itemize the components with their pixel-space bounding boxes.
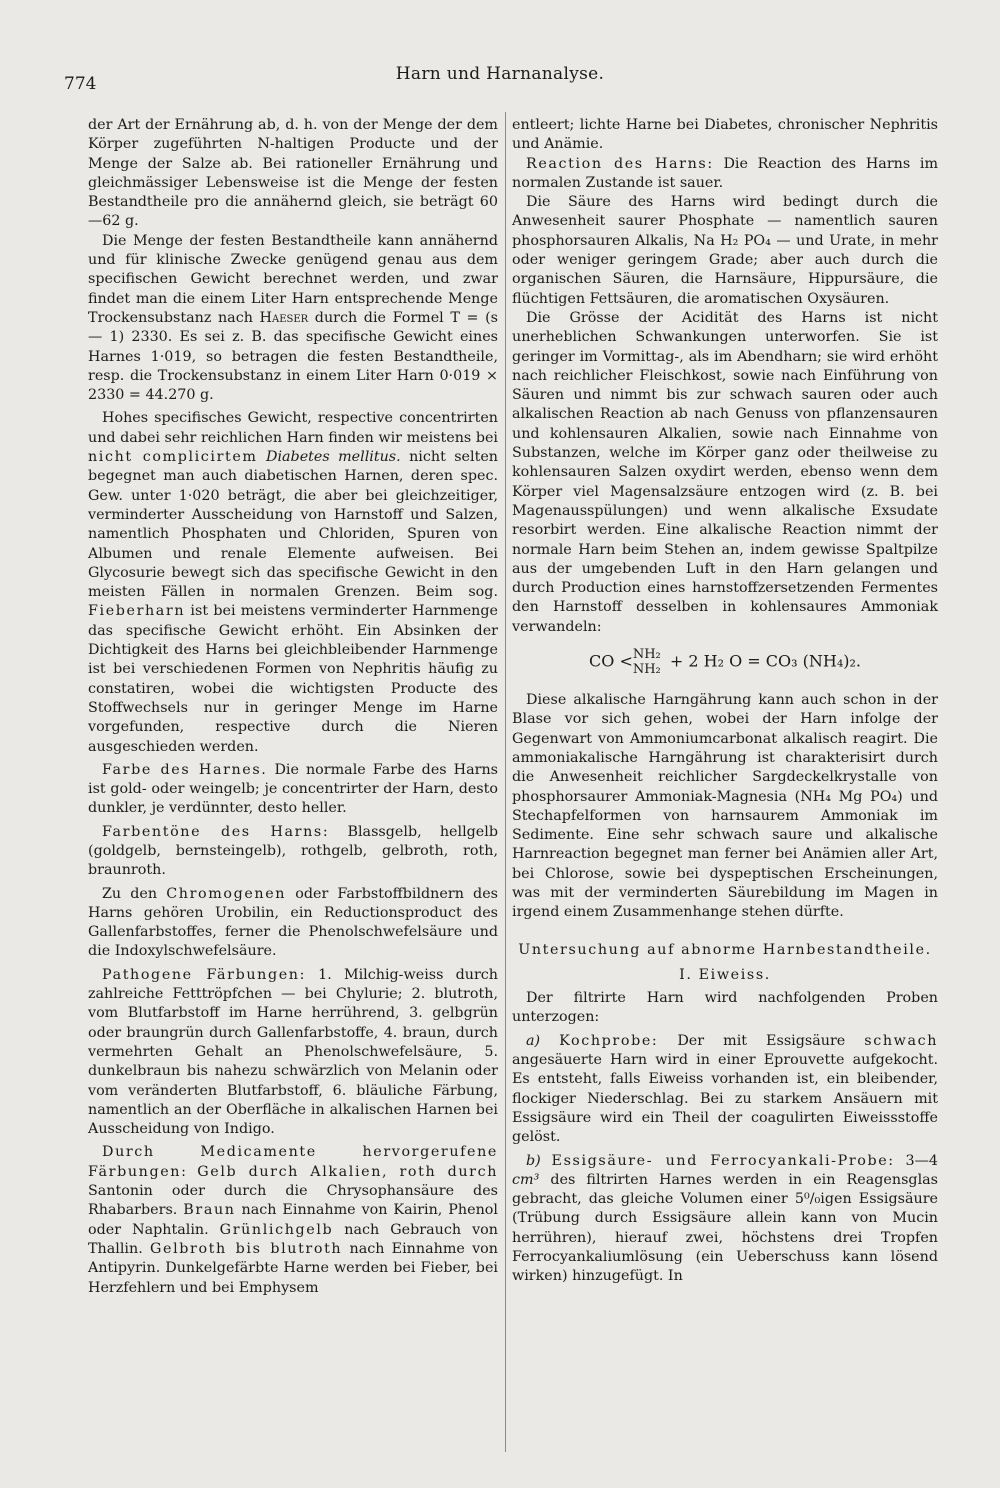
paragraph-chromogene [88,885,498,962]
left-column [88,116,498,1298]
right-column [512,116,938,1287]
item-label: a) [526,1032,541,1049]
text-run: Zu den [102,885,167,902]
unit: cm³ [512,1171,540,1188]
section-heading: Essigsäure- und Ferrocyankali-Probe: [551,1152,895,1169]
section-heading: Kochprobe: [559,1032,659,1049]
text-run: Blassgelb, hellgelb (goldgelb, bernsteingelb), rothgelb, gelbroth, roth, braunroth. [88,823,498,879]
paragraph-ferrocyankali-probe [512,1152,938,1287]
spaced-term: nicht complicirtem [88,449,258,466]
text-run: Die normale Farbe des Harns ist gold- oder weingelb; je concentrirter der Harn, desto dunkler, je verdünnter, desto heller. [88,761,498,817]
spaced-term: Braun [183,1202,236,1219]
section-heading: Pathogene Färbungen: [102,966,307,983]
text-run: Santonin oder durch die Chrysophansäure des Rhabarbers. [88,1183,498,1219]
paragraph-reaction [512,155,938,194]
section-heading: Farbe des Harnes. [102,761,268,778]
text-run: durch die Formel T = (s — 1) 2330. Es sei z. B. das specifische Gewicht eines Harnes 1·019, so betragen die festen Bestandtheile, resp. die Trockensubstanz in einem Liter Harn 0·019 × 2330 = 44.270 g. [88,309,498,404]
text-run: nach Gebrauch von Thallin. [88,1221,498,1257]
author-name: Haeser [259,309,309,326]
formula-nh2-top: NH₂ [632,647,661,663]
formula-nh2-bottom: NH₂ [632,662,661,678]
spaced-term: Gelbroth bis blutroth [150,1240,343,1257]
formula-amino-groups [633,647,661,677]
section-heading: Durch Medicamente hervorgerufene Färbungen: [88,1144,498,1180]
text-run: nicht selten begegnet man auch diabetischen Harnen, deren spec. Gew. unter 1·020 beträgt, die aber bei gleichzeitiger, verminderter Ausscheidung von Harnstoff und Salzen, namentlich Phosphaten und Chloriden, Spuren von Albumen und renale Elemente aufweisen. Bei Glycosurie bewegt sich das specifische Gewicht in den meisten Fällen in normalen Grenzen. Beim sog. [88,449,499,601]
paragraph-saeure: Die Säure des Harns wird bedingt durch die Anwesenheit saurer Phosphate — namentlich sauren phosphorsauren Alkalis, Na H₂ PO₄ — und Urate, in mehr oder weniger geringem Grade; aber auch durch die organischen Säuren, die Harnsäure, Hippursäure, die flüchtigen Fettsäuren, die aromatischen Oxysäuren. [512,194,938,307]
text-run: 1. Milchig-weiss durch zahlreiche Fetttröpfchen — bei Chylurie; 2. blutroth, vom Blutfarbstoff im Harne herrührend, 3. gelbgrün oder braungrün durch Gallenfarbstoffe, 4. braun, durch vermehrten Gehalt an Phenolschwefelsäure, 5. dunkelbraun bis nahezu schwärzlich von Melanin oder vom veränderten Blutfarbstoff, 6. bläuliche Färbung, namentlich an der Oberfläche in alkalischen Harnen bei Ausscheidung von Indigo. [88,966,499,1138]
paragraph-kochprobe [512,1032,938,1148]
paragraph-pathogene-faerbungen [88,966,498,1140]
spaced-term: Chromogenen [166,885,287,902]
text-run: Hohes specifisches Gewicht, respective concentrirten und dabei sehr reichlichen Harn finden wir meistens bei [88,410,498,446]
text-run: Der mit Essigsäure [658,1032,865,1049]
text-run: Die Reaction des Harns im normalen Zustande ist sauer. [512,155,938,191]
chemical-formula [512,647,938,677]
paragraph-farbentoene [88,823,498,881]
page-number: 774 [64,74,97,94]
spaced-term: Fieberharn [88,603,186,620]
spaced-term: schwach [864,1032,939,1049]
item-label: b) [526,1152,541,1169]
running-title: Harn und Harnanalyse. [395,64,605,84]
column-divider [505,112,506,1452]
section-heading: Reaction des Harns: [526,155,714,172]
text-run: oder Farbstoffbildnern des Harns gehören Urobilin, ein Reductionsproduct des Gallenfarbstoffes, ferner die Phenolschwefelsäure und die Indoxylschwefelsäure. [88,885,498,960]
paragraph-ernaehrung: der Art der Ernährung ab, d. h. von der Menge der dem Körper zugeführten N-haltigen Producte und der Menge der Salze ab. Bei rationeller Ernährung und gleichmässiger Lebensweise ist die Menge der festen Bestandtheile pro die annähernd gleich, sie beträgt 60—62 g. [88,117,498,230]
text-run: des filtrirten Harnes werden in ein Reagensglas gebracht, das gleiche Volumen einer 5⁰/₀igen Essigsäure (Trübung durch Essigsäure allein kann von Mucin herrühren), hierauf zwei, höchstens drei Tropfen Ferrocyankaliumlösung (ein Ueberschuss kann lösend wirken) hinzugefügt. In [512,1171,938,1285]
text-run: 3—4 [894,1152,938,1169]
text-run: nach Einnahme von Antipyrin. Dunkelgefärbte Harne werden bei Fieber, bei Herzfehlern und bei Emphysem [88,1240,498,1296]
spaced-term: Grünlichgelb [219,1221,334,1238]
formula-angle: < [619,651,633,671]
paragraph-entleert: entleert; lichte Harne bei Diabetes, chronischer Nephritis und Anämie. [512,117,938,153]
spaced-term: Gelb durch Alkalien, roth durch [197,1163,499,1180]
paragraph-specifisches-gewicht [88,409,498,756]
formula-co: CO [588,651,615,671]
text-run: ist bei meistens verminderter Harnmenge das specifische Gewicht erhöht. Ein Absinken der Dichtigkeit des Harns bei gleichbleibender Harnmenge ist bei verschiedenen Formen von Nephritis häufig zu constatiren, wobei die wichtigsten Producte des Stoffwechsels nur in geringer Menge im Harne vorgefunden, respective durch die Nieren ausgeschieden werden. [88,603,498,755]
subsection-title: I. Eiweiss. [679,966,771,983]
text-run: nach Einnahme von Kairin, Phenol oder Naphtalin. [88,1202,498,1238]
paragraph-menge-bestandtheile [88,232,498,406]
section-heading: Farbentöne des Harns: [102,823,330,840]
section-title: Untersuchung auf abnorme Harnbestandtheile. [518,941,932,958]
paragraph-medicamente [88,1143,498,1297]
formula-rest: + 2 H₂ O = CO₃ (NH₄)₂. [669,651,861,671]
text-run: Die Menge der festen Bestandtheile kann annähernd und für klinische Zwecke genügend genau aus dem specifischen Gewicht berechnet werden, und zwar findet man die einem Liter Harn entsprechende Menge Trockensubstanz nach [88,232,498,326]
paragraph-proben: Der filtrirte Harn wird nachfolgenden Proben unterzogen: [512,990,938,1026]
paragraph-aciditaet: Die Grösse der Acidität des Harns ist nicht unerheblichen Schwankungen unterworfen. Sie ist geringer im Vormittag-, als im Abendharn; sie wird erhöht nach reichlicher Fleischkost, sowie nach Einführung von Säuren und nimmt bis zur schwach sauren oder auch alkalischen Reaction ab nach Genuss von pflanzensauren und kohlensauren Alkalien, sowie nach Einnahme von Substanzen, welche im Körper ganz oder theilweise zu kohlensauren Salzen oxydirt werden, ebenso wenn dem Körper viel Magensalzsäure entzogen wird (z. B. bei Magenausspülungen) und wenn alkalische Exsudate resorbirt werden. Eine alkalische Reaction nimmt der normale Harn beim Stehen an, indem gewisse Spaltpilze aus der umgebenden Luft in den Harn gelangen und durch Production eines harnstoffzersetzenden Fermentes den Harnstoff desselben in kohlensaures Ammoniak verwandeln: [512,309,938,635]
paragraph-farbe [88,761,498,819]
italic-term: Diabetes mellitus. [266,449,401,466]
text-run: angesäuerte Harn wird in einer Eprouvette aufgekocht. Es entsteht, falls Eiweiss vorhanden ist, ein bleibender, flockiger Niederschlag. Bei zu starkem Ansäuern mit Essigsäure wird ein Theil der coagulirten Eiweissstoffe gelöst. [512,1052,938,1146]
paragraph-harngaehrung: Diese alkalische Harngährung kann auch schon in der Blase vor sich gehen, wobei der Harn infolge der Gegenwart von Ammoniumcarbonat alkalisch reagirt. Die ammoniakalische Harngährung ist charakterisirt durch die Anwesenheit reichlicher Sargdeckelkrystalle von phosphorsaurer Ammoniak-Magnesia (NH₄ Mg PO₄) und Stechapfelformen von harnsaurem Ammoniak im Sedimente. Eine sehr schwach saure und alkalische Harnreaction begegnet man ferner bei Anämien aller Art, bei Chlorose, sowie bei dyspeptischen Erscheinungen, was mit der verminderten Säurebildung im Magen in irgend einem Zusammenhange stehen dürfte. [512,692,938,921]
